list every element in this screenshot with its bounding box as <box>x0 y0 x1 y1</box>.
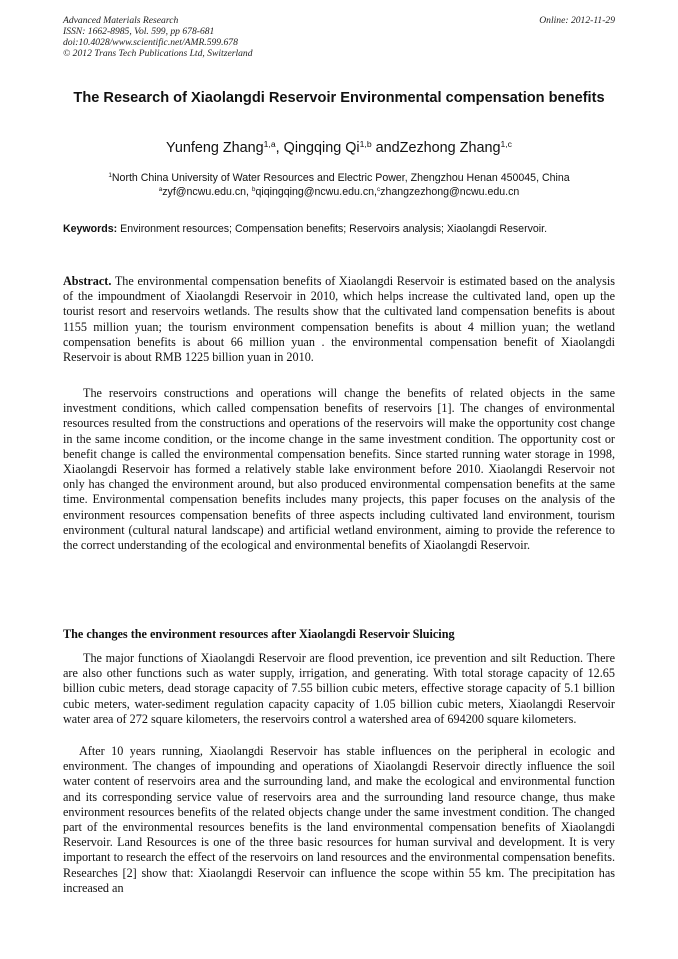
keywords-label: Keywords: <box>63 223 118 235</box>
email-sup: b <box>251 186 256 194</box>
journal-issn: ISSN: 1662-8985, Vol. 599, pp 678-681 <box>63 26 215 37</box>
email-address: zhangzezhong@ncwu.edu.cn <box>380 186 520 198</box>
email-sup: c <box>376 186 381 194</box>
abstract-text: The environmental compensation benefits of Xiaolangdi Reservoir is estimated based on the analysis of the impoundment of Xiaolangdi Reservoir in 2010, which helps increase the cultivated land, open up the tourist resort and reservoirs wetlands. The results show that the cultivated land compensation benefits is about 1155 million yuan; the tourism environment compensation benefits is about 4 million yuan; the wetland compensation benefits is about 66 million yuan . the environmental compensation benefit of Xiaolangdi Reservoir is about RMB 1225 billion yuan in 2010. <box>63 274 615 365</box>
section-paragraph-2: After 10 years running, Xiaolangdi Reservoir has stable influences on the peripheral in ecologic and environment. The changes of impounding and operations of Xiaolangdi Reservoir directly influence the soil water content of reservoirs area and the surrounding land, and make the ecological and environmental function and its corresponding service value of reservoirs area and the surrounding land resource change, thus make environment resources benefits of the related objects change under the same investment condition. The changed part of the environmental resources benefits is the land environmental compensation benefits of Xiaolangdi Reservoir. Land Resources is one of the three basic resources for human survival and development. It is very important to research the effect of the reservoirs on land resources and the environmental compensation benefits. Researches [2] show that: Xiaolangdi Reservoir can influence the scope within 55 km. The precipitation has increased an <box>63 744 615 895</box>
journal-doi: doi:10.4028/www.scientific.net/AMR.599.678 <box>63 37 238 48</box>
email-line <box>63 185 615 199</box>
section-paragraph-1: The major functions of Xiaolangdi Reservoir are flood prevention, ice prevention and silt Reduction. There are also other functions such as water supply, irrigation, and generating. With total storage capacity of 12.65 billion cubic meters, dead storage capacity of 7.55 billion cubic meters, effective storage capacity of 5.1 billion cubic meters, water-sediment regulation capacity capacity of 1.05 billion cubic meters, Xiaolangdi Reservoir water area of 272 square kilometers, the reservoirs control a watershed area of 694200 square kilometers. <box>63 651 615 726</box>
author-name: Zezhong Zhang <box>399 140 501 156</box>
paper-title: The Research of Xiaolangdi Reservoir Environmental compensation benefits <box>73 90 605 106</box>
author-list <box>63 139 615 157</box>
author-sup: 1,a <box>263 138 276 149</box>
keywords <box>63 222 615 236</box>
author-sup: 1,b <box>359 138 372 149</box>
online-date: Online: 2012-11-29 <box>539 15 615 26</box>
abstract <box>63 274 615 365</box>
journal-header <box>63 15 253 59</box>
author-name: Yunfeng Zhang <box>166 140 264 156</box>
author-sup: 1,c <box>500 138 512 149</box>
intro-paragraph: The reservoirs constructions and operations will change the benefits of related objects in the same investment conditions, which called compensation benefits of reservoirs [1]. The changes of environmental resources resulted from the constructions and operations of the reservoirs will make the opportunity cost change in the same income condition, or the income change in the same investment condition. The opportunity cost or benefit change is called the environmental compensation benefits. Since started running water storage in 1998, Xiaolangdi Reservoir has formed a relatively stable lake environment before 2010. Xiaolangdi Reservoir not only has changed the environment around, but also produced environmental compensation benefits at the same time. Environmental compensation benefits includes many projects, this paper focuses on the analysis of the environment resources compensation benefits of three aspects including cultivated land environment, tourism environment (cultural natural landscape) and artificial wetland environment, aiming to provide the reference to the correct understanding of the ecological and environmental benefits of Xiaolangdi Reservoir. <box>63 386 615 553</box>
affiliation-text: North China University of Water Resources and Electric Power, Zhengzhou Henan 450045, China <box>111 172 570 184</box>
journal-name: Advanced Materials Research <box>63 15 179 26</box>
affiliation-block <box>63 171 615 199</box>
author-separator: , <box>275 140 284 156</box>
keywords-text: Environment resources; Compensation benefits; Reservoirs analysis; Xiaolangdi Reservoir. <box>120 223 548 235</box>
affiliation-sup: 1 <box>108 172 112 180</box>
email-address: zyf@ncwu.edu.cn, <box>162 186 252 198</box>
author-separator: and <box>371 140 400 156</box>
email-address: qiqingqing@ncwu.edu.cn, <box>255 186 377 198</box>
journal-copyright: © 2012 Trans Tech Publications Ltd, Switzerland <box>63 48 253 59</box>
author-name: Qingqing Qi <box>283 140 360 156</box>
section-heading: The changes the environment resources after Xiaolangdi Reservoir Sluicing <box>63 627 455 641</box>
email-sup: a <box>158 186 163 194</box>
abstract-label: Abstract. <box>63 274 112 288</box>
affiliation-line <box>63 171 615 185</box>
